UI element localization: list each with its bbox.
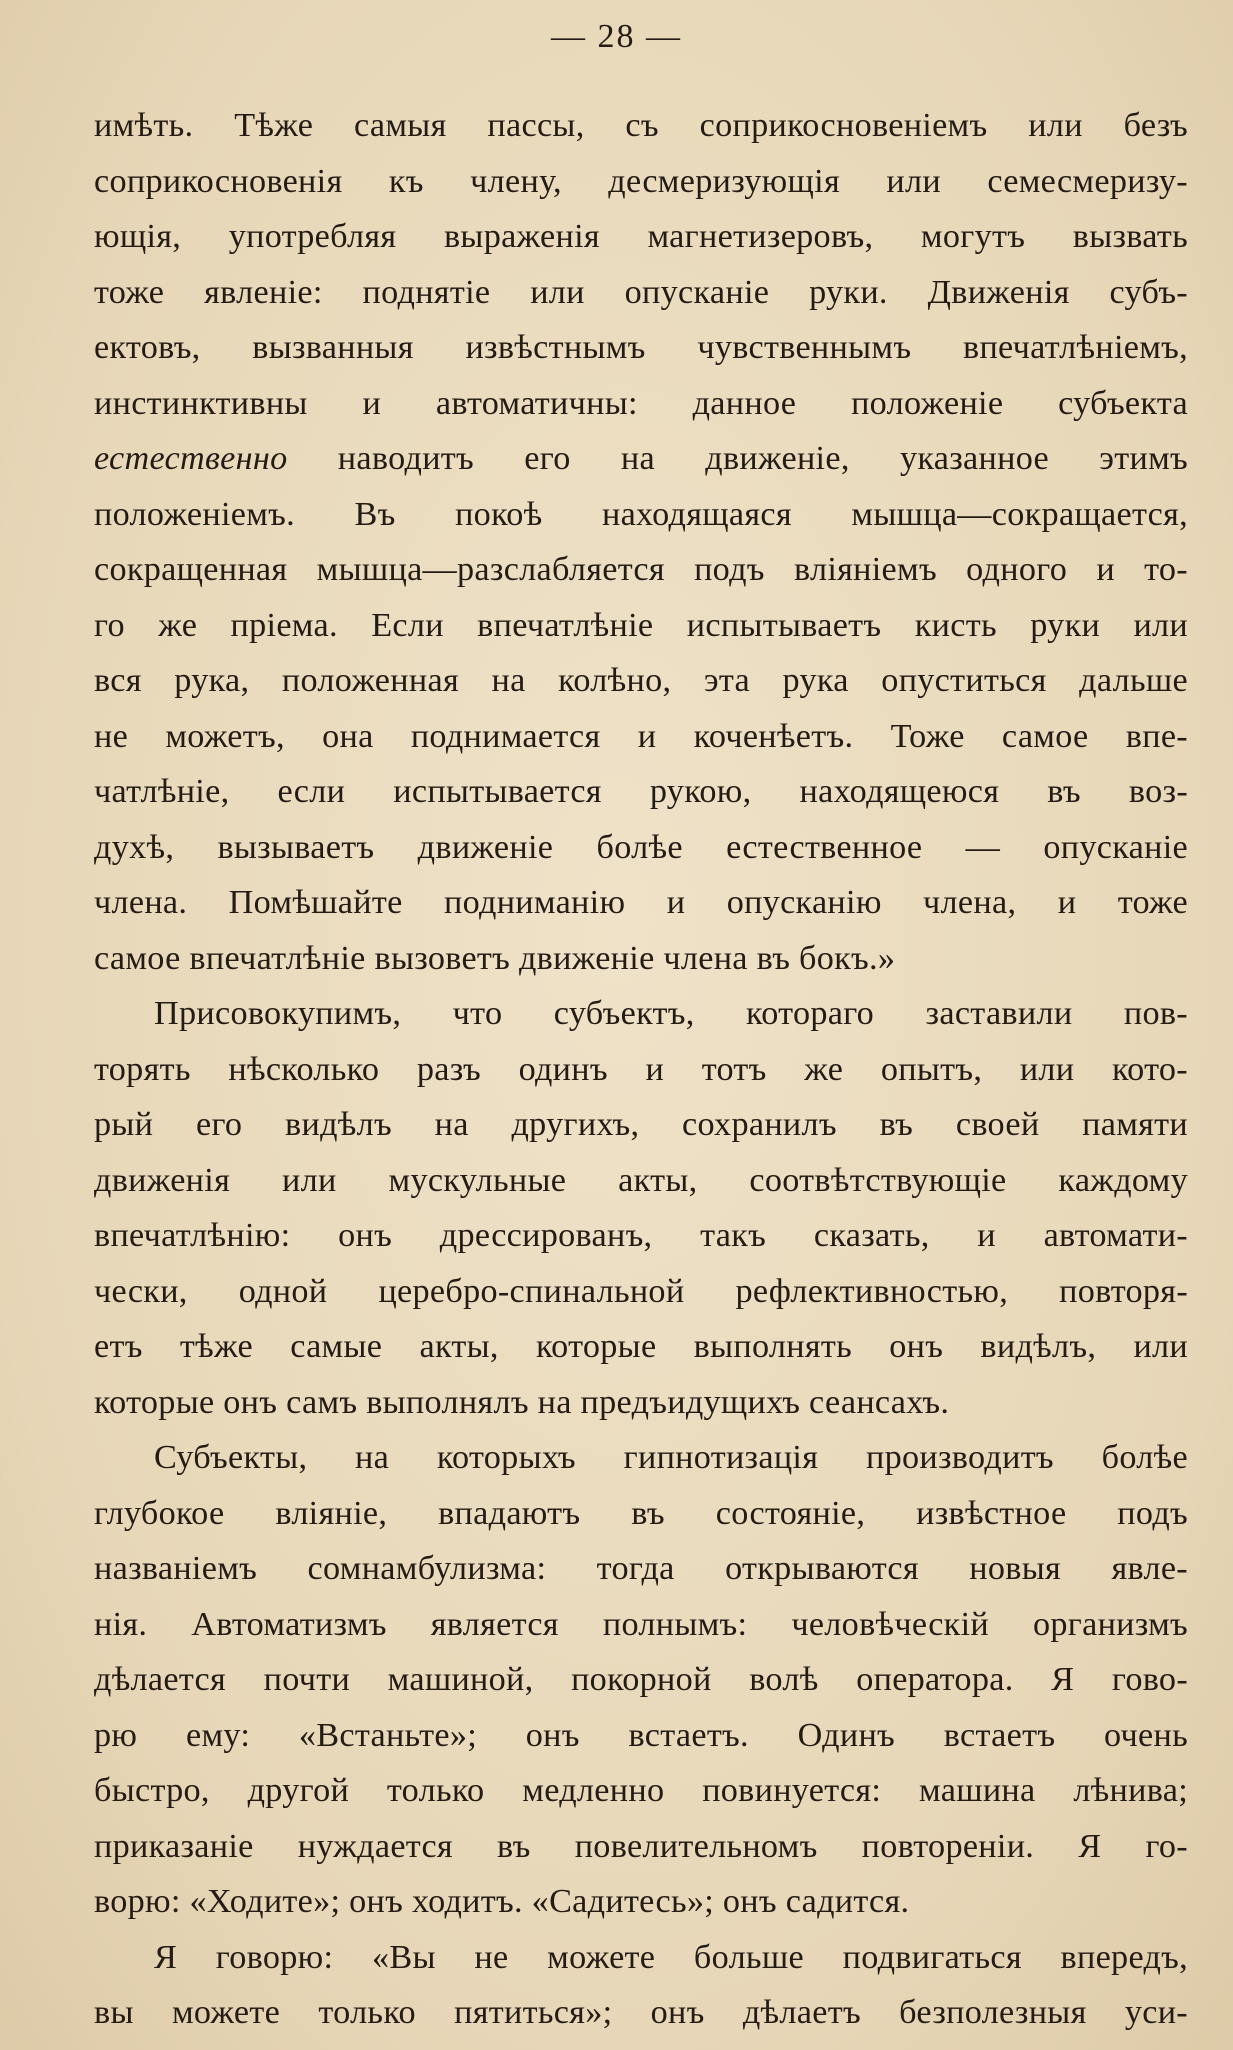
line-text: го же пріема. Если впечатлѣніе испытываетъ кисть руки или	[94, 606, 1188, 644]
text-line	[94, 1319, 1188, 1375]
text-line	[94, 598, 1188, 654]
line-text: ющія, употребляя выраженія магнетизеровъ, могутъ вызвать	[94, 218, 1188, 255]
text-line	[94, 1652, 1188, 1708]
text-line	[94, 1264, 1188, 1320]
text-line	[94, 1874, 1188, 1930]
text-line	[94, 820, 1188, 876]
text-line	[94, 1819, 1188, 1875]
line-text: сокращенная мышца—разслабляется подъ вліяніемъ одного и то-	[94, 551, 1188, 588]
text-line	[94, 986, 1188, 1042]
text-line	[94, 875, 1188, 931]
line-text: дѣлается почти машиной, покорной волѣ оператора. Я гово-	[94, 1661, 1188, 1698]
text-line	[94, 1097, 1188, 1153]
text-line	[94, 653, 1188, 709]
text-line	[94, 1597, 1188, 1653]
text-line	[94, 265, 1188, 321]
text-line	[94, 542, 1188, 598]
line-text: быстро, другой только медленно повинуется: машина лѣнива;	[94, 1772, 1188, 1809]
line-text: етъ тѣже самые акты, которые выполнять онъ видѣлъ, или	[94, 1328, 1188, 1365]
page-number: — 28 —	[551, 18, 682, 55]
line-text: Я говорю: «Вы не можете больше подвигаться впередъ,	[154, 1938, 1188, 1976]
line-text: которые онъ самъ выполнялъ на предъидущихъ сеансахъ.	[94, 1383, 950, 1421]
line-text: впечатлѣнію: онъ дрессированъ, такъ сказать, и автомати-	[94, 1217, 1188, 1254]
text-line	[94, 709, 1188, 765]
text-line	[94, 431, 1188, 487]
line-text: положеніемъ. Въ покоѣ находящаяся мышца—сокращается,	[94, 495, 1188, 533]
line-text: торять нѣсколько разъ одинъ и тотъ же опытъ, или кото-	[94, 1050, 1188, 1088]
line-text: рый его видѣлъ на другихъ, сохранилъ въ своей памяти	[94, 1106, 1188, 1143]
line-text: инстинктивны и автоматичны: данное положеніе субъекта	[94, 384, 1188, 422]
text-line	[94, 1708, 1188, 1764]
text-line	[94, 1375, 1188, 1431]
line-text: глубокое вліяніе, впадаютъ въ состояніе, извѣстное подъ	[94, 1494, 1188, 1532]
line-text: нія. Автоматизмъ является полнымъ: человѣческій организмъ	[94, 1605, 1188, 1643]
text-line	[94, 1541, 1188, 1597]
line-text: Присовокупимъ, что субъектъ, котораго заставили пов-	[154, 995, 1188, 1032]
text-line	[94, 1042, 1188, 1098]
text-line	[94, 1153, 1188, 1209]
text-line	[94, 1208, 1188, 1264]
text-line	[94, 376, 1188, 432]
text-line	[94, 1486, 1188, 1542]
italic-word: естественно	[94, 440, 288, 477]
line-text: вы можете только пятиться»; онъ дѣлаетъ безполезныя уси-	[94, 1994, 1188, 2031]
text-line	[94, 931, 1188, 987]
line-text: названіемъ сомнамбулизма: тогда открываются новыя явле-	[94, 1550, 1188, 1587]
line-text: соприкосновенія къ члену, десмеризующія или семесмеризу-	[94, 162, 1188, 200]
text-line	[94, 1430, 1188, 1486]
line-text: Субъекты, на которыхъ гипнотизація производитъ болѣе	[154, 1439, 1188, 1476]
line-text: приказаніе нуждается въ повелительномъ повтореніи. Я го-	[94, 1827, 1188, 1865]
line-text: ворю: «Ходите»; онъ ходитъ. «Садитесь»; онъ садится.	[94, 1883, 910, 1920]
text-line	[94, 487, 1188, 543]
line-text: вся рука, положенная на колѣно, эта рука опуститься дальше	[94, 662, 1188, 699]
line-text: ектовъ, вызванныя извѣстнымъ чувственнымъ впечатлѣніемъ,	[94, 329, 1188, 366]
line-text: рю ему: «Встаньте»; онъ встаетъ. Одинъ встаетъ очень	[94, 1716, 1188, 1754]
line-text: имѣть. Тѣже самыя пассы, съ соприкосновеніемъ или безъ	[94, 107, 1188, 144]
text-line	[94, 1985, 1188, 2041]
line-text: движенія или мускульные акты, соотвѣтствующіе каждому	[94, 1161, 1188, 1199]
line-text: самое впечатлѣніе вызоветъ движеніе члена въ бокъ.»	[94, 939, 896, 977]
line-text: члена. Помѣшайте подниманію и опусканію члена, и тоже	[94, 884, 1188, 921]
text-line	[94, 764, 1188, 820]
text-line	[94, 1930, 1188, 1986]
body-text	[94, 98, 1188, 2041]
text-line	[94, 154, 1188, 210]
text-line	[94, 1763, 1188, 1819]
text-line	[94, 98, 1188, 154]
text-line	[94, 320, 1188, 376]
line-text: тоже явленіе: поднятіе или опусканіе руки. Движенія субъ-	[94, 273, 1188, 311]
line-text: духѣ, вызываетъ движеніе болѣе естественное — опусканіе	[94, 828, 1188, 866]
line-text: чатлѣніе, если испытывается рукою, находящеюся въ воз-	[94, 773, 1188, 810]
text-line	[94, 209, 1188, 265]
line-text: наводитъ его на движеніе, указанное этимъ	[287, 440, 1188, 477]
line-text: чески, одной церебро-спинальной рефлективностью, повторя-	[94, 1272, 1188, 1310]
line-text: не можетъ, она поднимается и коченѣетъ. Тоже самое впе-	[94, 717, 1188, 755]
